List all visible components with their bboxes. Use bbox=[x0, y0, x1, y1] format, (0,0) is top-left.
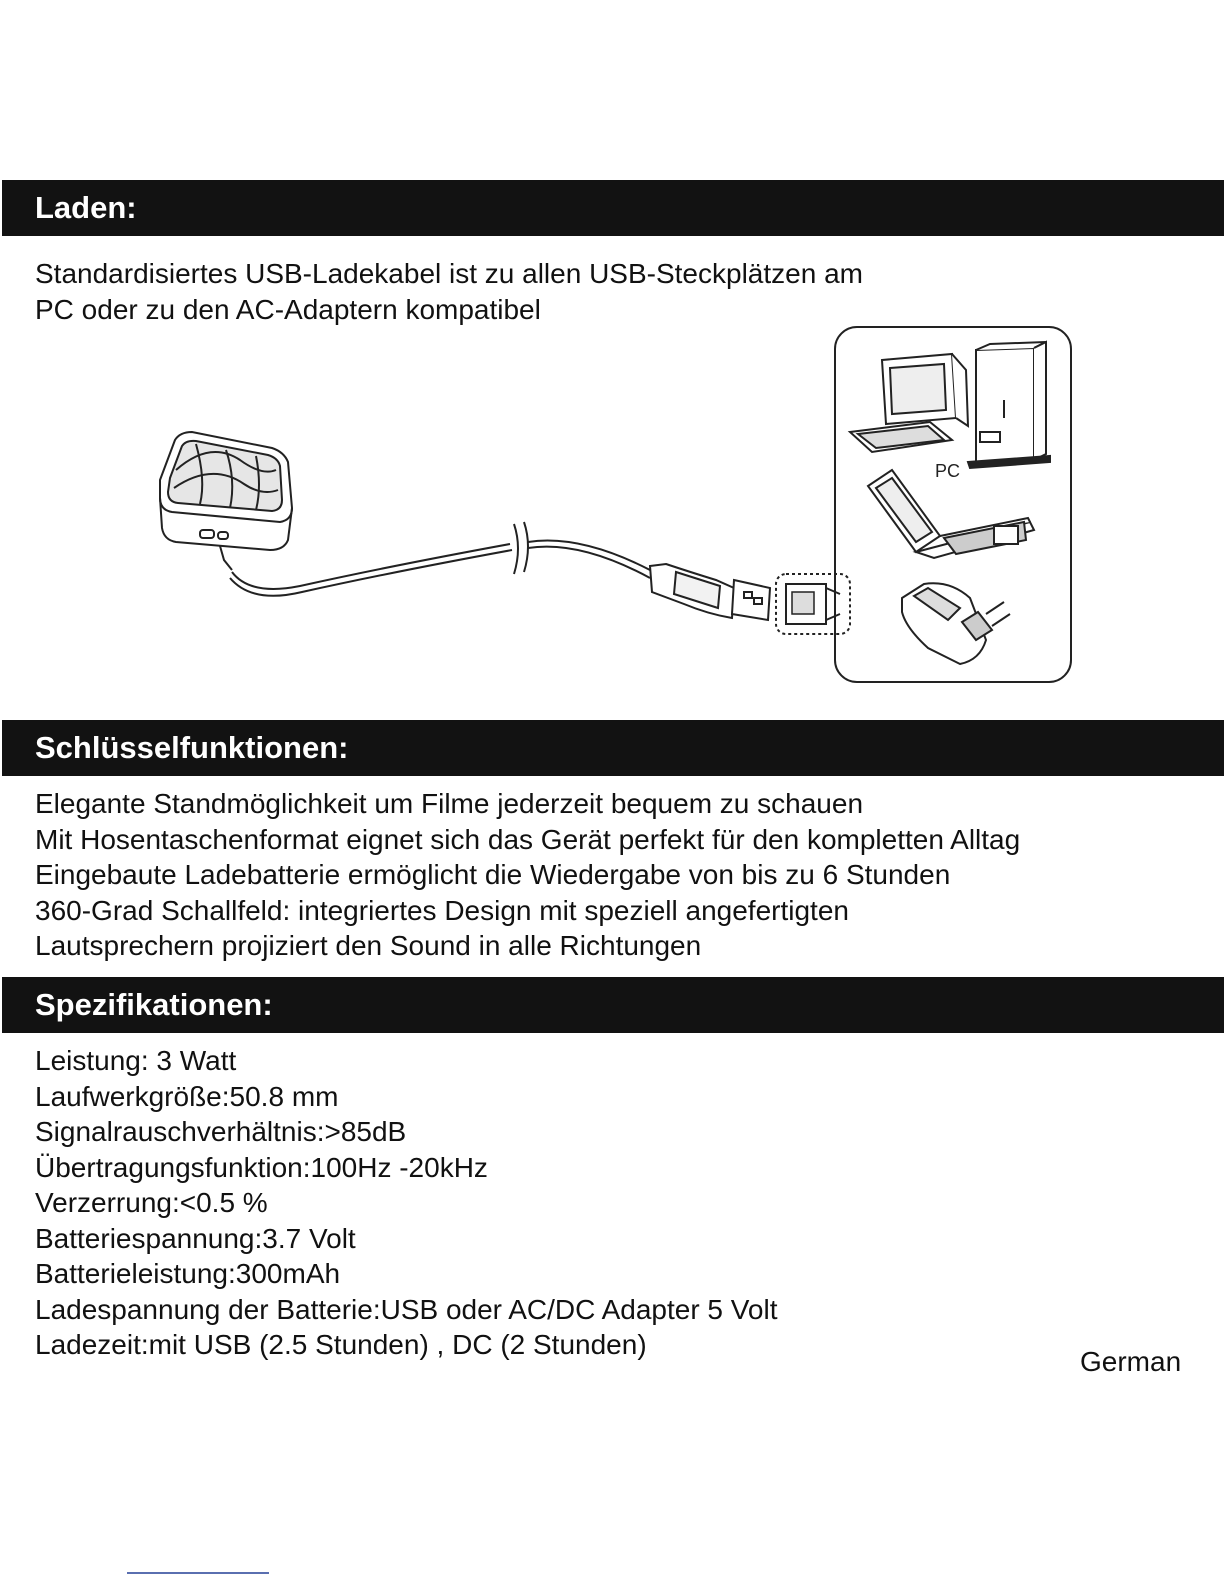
usb-cable bbox=[230, 522, 650, 596]
feature-line: Mit Hosentaschenformat eignet sich das Gerät perfekt für den kompletten Alltag bbox=[35, 823, 1021, 855]
section-title-spezifikationen: Spezifikationen: bbox=[35, 987, 273, 1022]
pc-label: PC bbox=[935, 461, 961, 481]
usb-port-icon bbox=[776, 574, 850, 634]
spec-line: Batterieleistung:300mAh bbox=[35, 1258, 341, 1289]
laden-line: PC oder zu den AC-Adaptern kompatibel bbox=[35, 293, 541, 325]
feature-line: 360-Grad Schallfeld: integriertes Design mit speziell angefertigten bbox=[35, 894, 849, 926]
laden-line: Standardisiertes USB-Ladekabel ist zu allen USB-Steckplätzen am bbox=[35, 258, 863, 289]
spec-line: Verzerrung:<0.5 % bbox=[35, 1187, 268, 1218]
spec-line: Laufwerkgröße:50.8 mm bbox=[35, 1080, 339, 1112]
feature-line: Eingebaute Ladebatterie ermöglicht die Wiedergabe von bis zu 6 Stunden bbox=[35, 859, 951, 890]
spec-line: Übertragungsfunktion:100Hz -20kHz bbox=[35, 1151, 488, 1183]
charging-illustration bbox=[0, 320, 1224, 700]
section-title-laden: Laden: bbox=[35, 190, 137, 225]
spec-line: Ladespannung der Batterie:USB oder AC/DC Adapter 5 Volt bbox=[35, 1293, 778, 1325]
section-header-laden bbox=[2, 180, 1224, 236]
desktop-pc-icon bbox=[850, 342, 1050, 468]
spezifikationen-list bbox=[35, 1043, 777, 1363]
ac-adapter-icon bbox=[902, 583, 1010, 664]
section-header-schluesselfunktionen bbox=[2, 720, 1224, 776]
section-title-schluesselfunktionen: Schlüsselfunktionen: bbox=[35, 730, 349, 765]
spec-line: Batteriespannung:3.7 Volt bbox=[35, 1222, 356, 1254]
schluesselfunktionen-list bbox=[35, 786, 1020, 964]
spec-line: Ladezeit:mit USB (2.5 Stunden) , DC (2 Stunden) bbox=[35, 1329, 647, 1360]
speaker-icon bbox=[160, 432, 292, 570]
footer-divider bbox=[127, 1572, 269, 1574]
usb-plug-icon bbox=[650, 564, 770, 620]
spec-line: Leistung: 3 Watt bbox=[35, 1045, 237, 1076]
laden-description bbox=[35, 256, 863, 327]
language-label: German bbox=[1080, 1346, 1182, 1377]
feature-line: Lautsprechern projiziert den Sound in alle Richtungen bbox=[35, 930, 702, 961]
spec-line: Signalrauschverhältnis:>85dB bbox=[35, 1116, 407, 1147]
laptop-icon bbox=[868, 470, 1034, 558]
feature-line: Elegante Standmöglichkeit um Filme jederzeit bequem zu schauen bbox=[35, 788, 864, 819]
section-header-spezifikationen bbox=[2, 977, 1224, 1033]
